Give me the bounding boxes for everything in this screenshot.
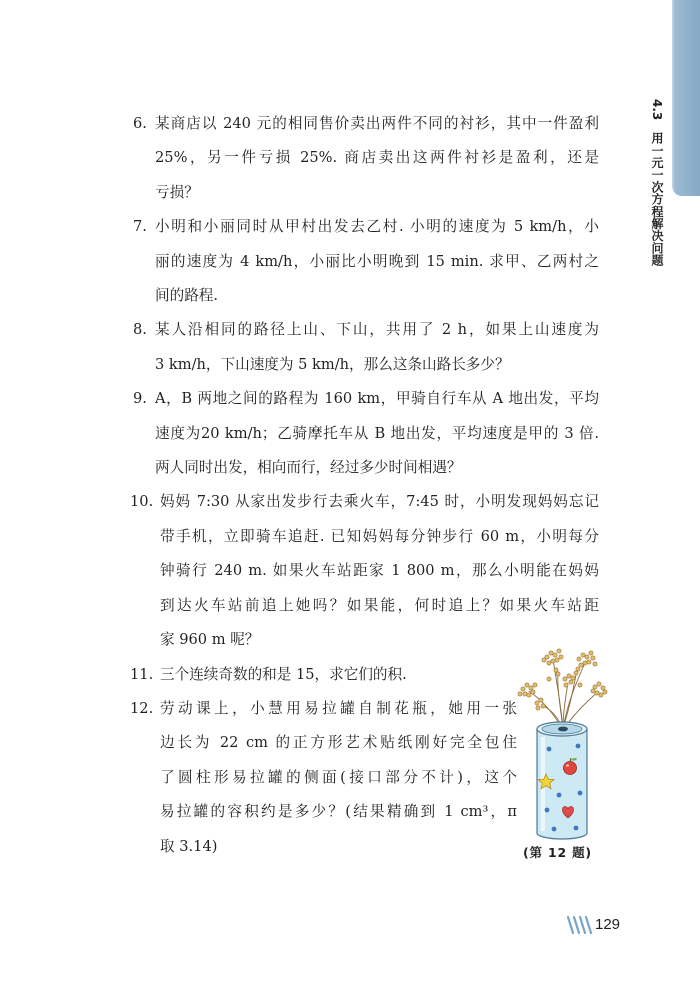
exercise-8 [0,313,599,382]
exercise-6-line-3: 亏损？ [155,183,199,201]
exercise-7-line-1: 小明和小丽同时从甲村出发去乙村. 小明的速度为 5 km/h，小 [155,218,599,236]
exercise-10-line-4: 到达火车站前追上她吗？如果能，何时追上？如果火车站距 [160,596,599,614]
exercise-7 [0,210,599,313]
exercise-12-line-1: 劳动课上，小慧用易拉罐自制花瓶，她用一张 [160,699,517,717]
exercise-10 [0,485,599,657]
exercise-6-line-1: 某商店以 240 元的相同售价卖出两件不同的衬衫，其中一件盈利 [155,115,599,132]
section-number: 4.3 [650,99,664,121]
exercise-12-line-5: 取 3.14) [160,837,218,855]
exercise-7-line-2: 丽的速度为 4 km/h，小丽比小明晚到 15 min. 求甲、乙两村之 [155,252,599,270]
exercise-11-line-1: 三个连续奇数的和是 15，求它们的积. [160,665,407,683]
exercise-number: 7. [133,218,147,236]
exercise-number: 11. [130,665,154,683]
exercise-6-line-2: 25%，另一件亏损 25%. 商店卖出这两件衬衫是盈利，还是 [155,149,599,167]
exercise-12 [0,692,517,864]
exercise-number: 6. [133,115,147,132]
exercise-8-line-1: 某人沿相同的路径上山、下山，共用了 2 h，如果上山速度为 [155,321,599,339]
slash-marks-icon [566,915,594,935]
exercise-10-line-1: 妈妈 7:30 从家出发步行去乘火车，7:45 时，小明发现妈妈忘记 [160,493,599,511]
dried-flower-buds [518,649,607,710]
exercise-number: 8. [133,321,147,339]
exercise-number: 9. [133,390,147,408]
exercise-8-line-2: 3 km/h，下山速度为 5 km/h，那么这条山路长多少？ [155,355,510,373]
figure-caption: (第 12 题) [523,845,592,860]
section-title: 用一元一次方程解决问题 [650,132,664,267]
exercise-number: 10. [130,493,154,511]
exercise-11 [0,658,599,692]
exercise-10-line-3: 钟骑行 240 m. 如果火车站距家 1 800 m，那么小明能在妈妈 [160,562,599,580]
exercise-12-line-4: 易拉罐的容积约是多少？(结果精确到 1 cm³，π [160,803,517,821]
flower-stems [529,659,599,729]
exercise-9-line-3: 两人同时出发，相向而行，经过多少时间相遇？ [155,459,462,477]
page-number: 129 [595,916,621,933]
exercise-6 [0,107,599,210]
flower-vase-can-icon [513,645,613,843]
exercise-10-line-2: 带手机，立即骑车追赶. 已知妈妈每分钟步行 60 m，小明每分 [160,527,599,545]
exercise-10-line-5: 家 960 m 呢？ [160,631,260,649]
exercise-9-line-2: 速度为20 km/h；乙骑摩托车从 B 地出发，平均速度是甲的 3 倍. [155,424,599,442]
exercise-12-line-3: 了圆柱形易拉罐的侧面(接口部分不计)，这个 [160,768,517,786]
exercise-number: 12. [130,699,154,717]
exercise-12-line-2: 边长为 22 cm 的正方形艺术贴纸刚好完全包住 [160,734,517,752]
exercise-7-line-3: 间的路程. [155,287,219,305]
exercise-9 [0,382,599,485]
exercise-9-line-1: A，B 两地之间的路程为 160 km，甲骑自行车从 A 地出发，平均 [155,390,599,408]
